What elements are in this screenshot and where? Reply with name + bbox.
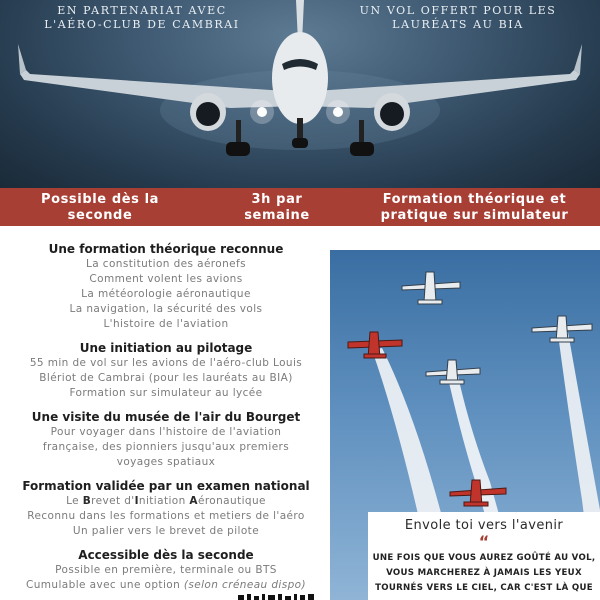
banner-line: Formation théorique et bbox=[382, 192, 567, 207]
section-title: Une formation théorique reconnue bbox=[48, 242, 284, 256]
banner-item-training bbox=[362, 192, 587, 224]
section-line: Comment volent les avions bbox=[89, 273, 243, 285]
banner-line: semaine bbox=[244, 208, 310, 223]
info-banner bbox=[0, 188, 600, 226]
plane-right bbox=[532, 316, 592, 342]
quote-mark-icon: “ bbox=[478, 532, 490, 551]
brevet-letter-a: A bbox=[189, 495, 198, 507]
option-text: Cumulable avec une option bbox=[26, 579, 184, 591]
brevet-letter-b: B bbox=[82, 495, 92, 507]
qr-code-icon bbox=[238, 594, 318, 600]
section-line: 55 min de vol sur les avions de l'aéro-club Louis bbox=[29, 357, 303, 369]
section-line: française, des pionniers jusqu'aux premiers bbox=[42, 441, 290, 453]
section-line: L'histoire de l'aviation bbox=[103, 318, 229, 330]
brevet-part: revet d' bbox=[91, 495, 135, 507]
brevet-letter-i: I bbox=[134, 495, 139, 507]
banner-item-hours bbox=[222, 192, 332, 224]
section-line: Pour voyager dans l'histoire de l'aviation bbox=[50, 426, 282, 438]
section-line: Formation sur simulateur au lycée bbox=[69, 387, 263, 399]
brevet-part: nitiation bbox=[138, 495, 190, 507]
banner-line: Possible dès la bbox=[40, 192, 160, 207]
banner-line: 3h par bbox=[251, 192, 303, 207]
partnership-text bbox=[22, 4, 262, 32]
section-line: Blériot de Cambrai (pour les lauréats au BIA) bbox=[39, 372, 293, 384]
partnership-line: L'AÉRO-CLUB DE CAMBRAI bbox=[44, 18, 240, 31]
section-line: Possible en première, terminale ou BTS bbox=[55, 564, 277, 576]
section-line: La météorologie aéronautique bbox=[81, 288, 251, 300]
brevet-prefix: Le bbox=[66, 495, 83, 507]
section-title: Formation validée par un examen national bbox=[22, 479, 310, 493]
free-flight-text bbox=[338, 4, 578, 32]
section-line: La constitution des aéronefs bbox=[85, 258, 247, 270]
quote-text bbox=[368, 551, 600, 596]
quote-line: TOURNÉS VERS LE CIEL, CAR C'EST LÀ QUE bbox=[375, 583, 593, 593]
section-line: La navigation, la sécurité des vols bbox=[69, 303, 263, 315]
plane-bottom-red bbox=[450, 480, 506, 506]
quote-card bbox=[368, 512, 600, 600]
section-title: Une visite du musée de l'air du Bourget bbox=[31, 410, 301, 424]
brevet-line bbox=[0, 494, 332, 509]
hero-section bbox=[0, 0, 600, 188]
banner-line: seconde bbox=[67, 208, 133, 223]
option-line bbox=[0, 578, 332, 593]
section-line: Un palier vers le brevet de pilote bbox=[72, 525, 260, 537]
partnership-line: EN PARTENARIAT AVEC bbox=[57, 4, 227, 17]
banner-item-start bbox=[20, 192, 180, 224]
program-details bbox=[0, 238, 332, 593]
quote-line: UNE FOIS QUE VOUS AUREZ GOÛTÉ AU VOL, bbox=[372, 553, 596, 563]
plane-top bbox=[402, 272, 460, 304]
brevet-part: éronautique bbox=[197, 495, 266, 507]
option-note: (selon créneau dispo) bbox=[183, 579, 306, 591]
plane-middle bbox=[426, 360, 480, 384]
section-line: Reconnu dans les formations et metiers de l'aéro bbox=[27, 510, 305, 522]
plane-red bbox=[348, 332, 402, 358]
section-title: Accessible dès la seconde bbox=[78, 548, 254, 562]
free-flight-line: LAURÉATS AU BIA bbox=[392, 18, 524, 31]
banner-line: pratique sur simulateur bbox=[380, 208, 569, 223]
quote-line: VOUS MARCHEREZ À JAMAIS LES YEUX bbox=[386, 568, 582, 578]
section-title: Une initiation au pilotage bbox=[79, 341, 253, 355]
quote-title: Envole toi vers l'avenir bbox=[404, 518, 564, 533]
free-flight-line: UN VOL OFFERT POUR LES bbox=[359, 4, 557, 17]
section-line: voyages spatiaux bbox=[116, 456, 216, 468]
